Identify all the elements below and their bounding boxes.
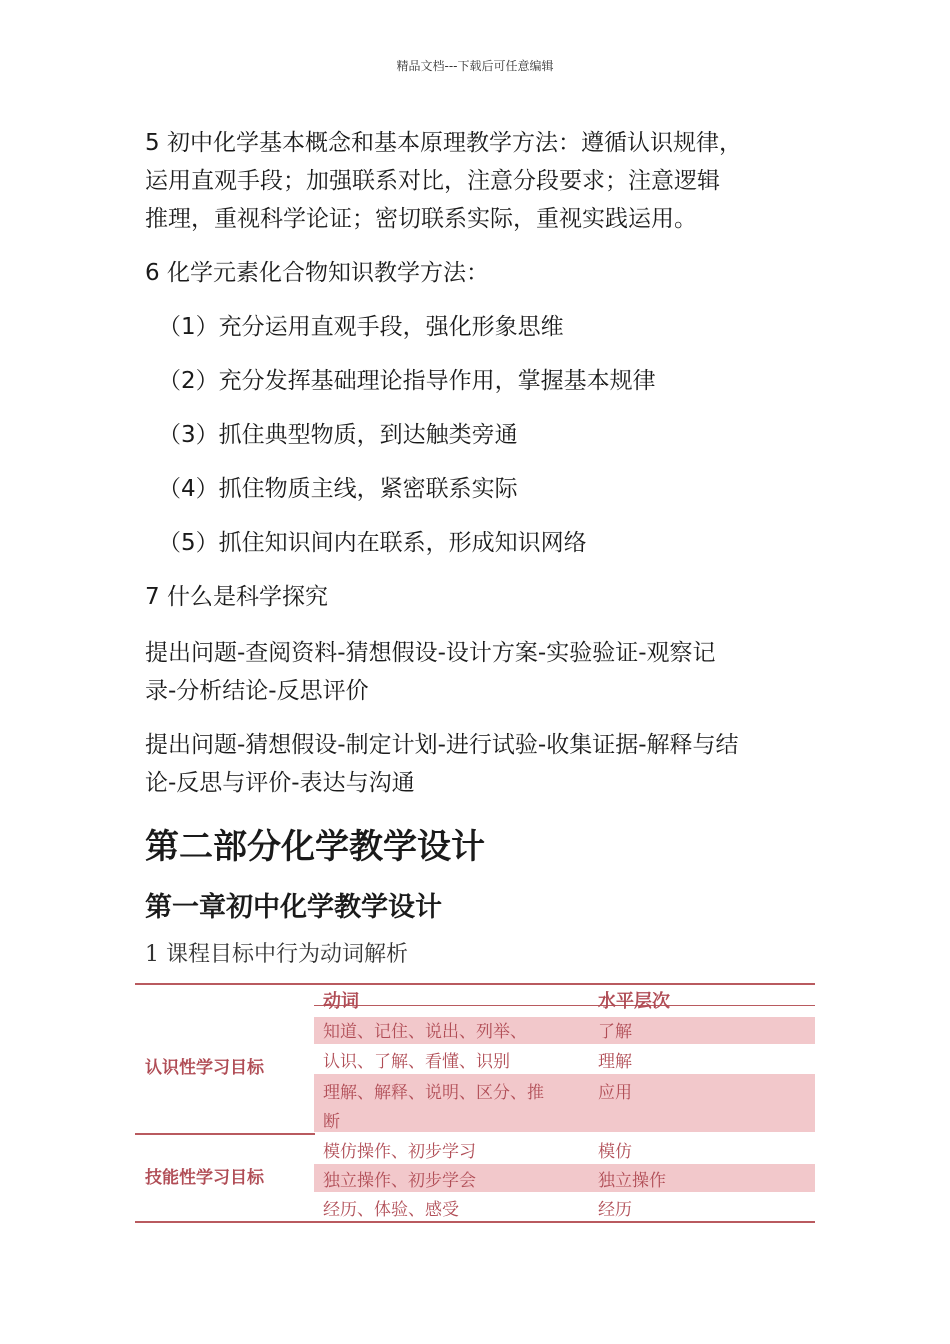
table-top-rule — [135, 983, 815, 985]
table-row-verb: 知道、记住、说出、列举、 — [323, 1022, 527, 1042]
table-row-verb-continued: 断 — [323, 1112, 340, 1132]
section6-item-2: （2）充分发挥基础理论指导作用，掌握基本规律 — [158, 368, 656, 394]
table-bottom-rule — [135, 1221, 815, 1223]
section7-para1-line-1: 提出问题-查阅资料-猜想假设-设计方案-实验验证-观察记 — [145, 640, 716, 666]
section6-item-5: （5）抓住知识间内在联系，形成知识网络 — [158, 530, 587, 556]
table-row-verb: 独立操作、初步学会 — [323, 1171, 476, 1191]
table-group-divider — [135, 1133, 315, 1135]
part-title: 第二部分化学教学设计 — [145, 827, 485, 867]
verb-level-table — [135, 983, 815, 1223]
table-header-level: 水平层次 — [598, 991, 670, 1012]
table-row-verb: 理解、解释、说明、区分、推 — [323, 1083, 544, 1103]
table-row-level: 经历 — [598, 1200, 632, 1220]
table-header-verb: 动词 — [323, 991, 359, 1012]
subsection-title: 1 课程目标中行为动词解析 — [145, 942, 408, 967]
table-row-verb: 认识、了解、看懂、识别 — [323, 1052, 510, 1072]
section7-para2-line-1: 提出问题-猜想假设-制定计划-进行试验-收集证据-解释与结 — [145, 732, 739, 758]
section6-item-1: （1）充分运用直观手段，强化形象思维 — [158, 314, 564, 340]
table-row-level: 了解 — [598, 1022, 632, 1042]
table-row-level: 独立操作 — [598, 1171, 666, 1191]
section6-title: 6 化学元素化合物知识教学方法： — [145, 260, 489, 286]
table-row-verb: 模仿操作、初步学习 — [323, 1142, 476, 1162]
table-header-rule — [314, 1005, 815, 1006]
section6-item-4: （4）抓住物质主线，紧密联系实际 — [158, 476, 518, 502]
table-group-cognitive: 认识性学习目标 — [145, 1058, 264, 1078]
section6-item-3: （3）抓住典型物质，到达触类旁通 — [158, 422, 518, 448]
section7-title: 7 什么是科学探究 — [145, 584, 328, 610]
section5-line-2: 运用直观手段；加强联系对比，注意分段要求；注意逻辑 — [145, 168, 720, 194]
table-group-skill: 技能性学习目标 — [145, 1168, 264, 1188]
table-row-level: 理解 — [598, 1052, 632, 1072]
section7-para1-line-2: 录-分析结论-反思评价 — [145, 678, 369, 704]
page-header: 精品文档---下载后可任意编辑 — [396, 59, 554, 73]
chapter-title: 第一章初中化学教学设计 — [145, 892, 442, 923]
table-row-verb: 经历、体验、感受 — [323, 1200, 459, 1220]
section7-para2-line-2: 论-反思与评价-表达与沟通 — [145, 770, 415, 796]
table-row-level: 应用 — [598, 1083, 632, 1103]
section5-line-1: 5 初中化学基本概念和基本原理教学方法：遵循认识规律， — [145, 130, 742, 156]
section5-line-3: 推理，重视科学论证；密切联系实际，重视实践运用。 — [145, 206, 697, 232]
table-row-level: 模仿 — [598, 1142, 632, 1162]
